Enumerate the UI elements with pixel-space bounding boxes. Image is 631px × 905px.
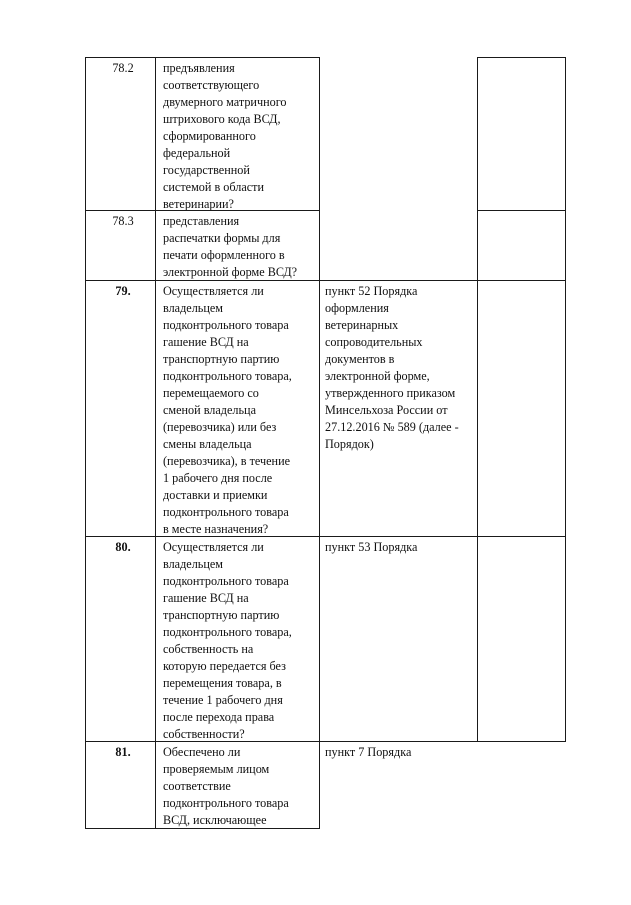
table-border-top	[85, 57, 320, 58]
column-divider-number	[155, 57, 156, 829]
legal-reference: пункт 52 Порядка оформления ветеринарных сопроводительных документов в электронной форме, утвержденного приказом Минсельхоза России от 27.12.2016 № 589 (далее - Порядок)	[325, 284, 459, 451]
row-divider	[85, 210, 320, 211]
table-border-right	[565, 57, 566, 742]
question-text: представления распечатки формы для печати оформленного в электронной форме ВСД?	[163, 214, 298, 279]
column-divider-question	[319, 57, 320, 829]
row-number: 78.3	[112, 214, 134, 228]
row-divider	[85, 536, 566, 537]
question-text: Обеспечено ли проверяемым лицом соответствие подконтрольного товара ВСД, исключающее	[163, 745, 289, 827]
row-number: 80.	[115, 540, 131, 554]
row-number: 81.	[115, 745, 131, 759]
row-number: 79.	[115, 284, 131, 298]
legal-reference: пункт 53 Порядка	[325, 540, 418, 554]
question-text: Осуществляется ли владельцем подконтрольного товара гашение ВСД на транспортную партию подконтрольного товара, перемещаемого со сменой владельца (перевозчика) или без смены владельца (перевозчика), в течение 1 рабочего дня после доставки и приемки подконтрольного товара в месте назначения?	[163, 284, 292, 536]
row-number: 78.2	[112, 61, 134, 75]
legal-reference: пункт 7 Порядка	[325, 745, 412, 759]
column-divider-reference	[477, 57, 478, 742]
table-border-top-right	[477, 57, 566, 58]
question-text: Осуществляется ли владельцем подконтрольного товара гашение ВСД на транспортную партию подконтрольного товара, собственность на которую передается без перемещения товара, в течение 1 рабочего дня после перехода права собственности?	[163, 540, 292, 741]
row-divider	[85, 741, 566, 742]
row-divider	[477, 210, 566, 211]
table-border-left	[85, 57, 86, 829]
question-text: предъявления соответствующего двумерного матричного штрихового кода ВСД, сформированного федеральной государственной системой в области ветеринарии?	[163, 61, 287, 210]
row-divider	[85, 280, 566, 281]
